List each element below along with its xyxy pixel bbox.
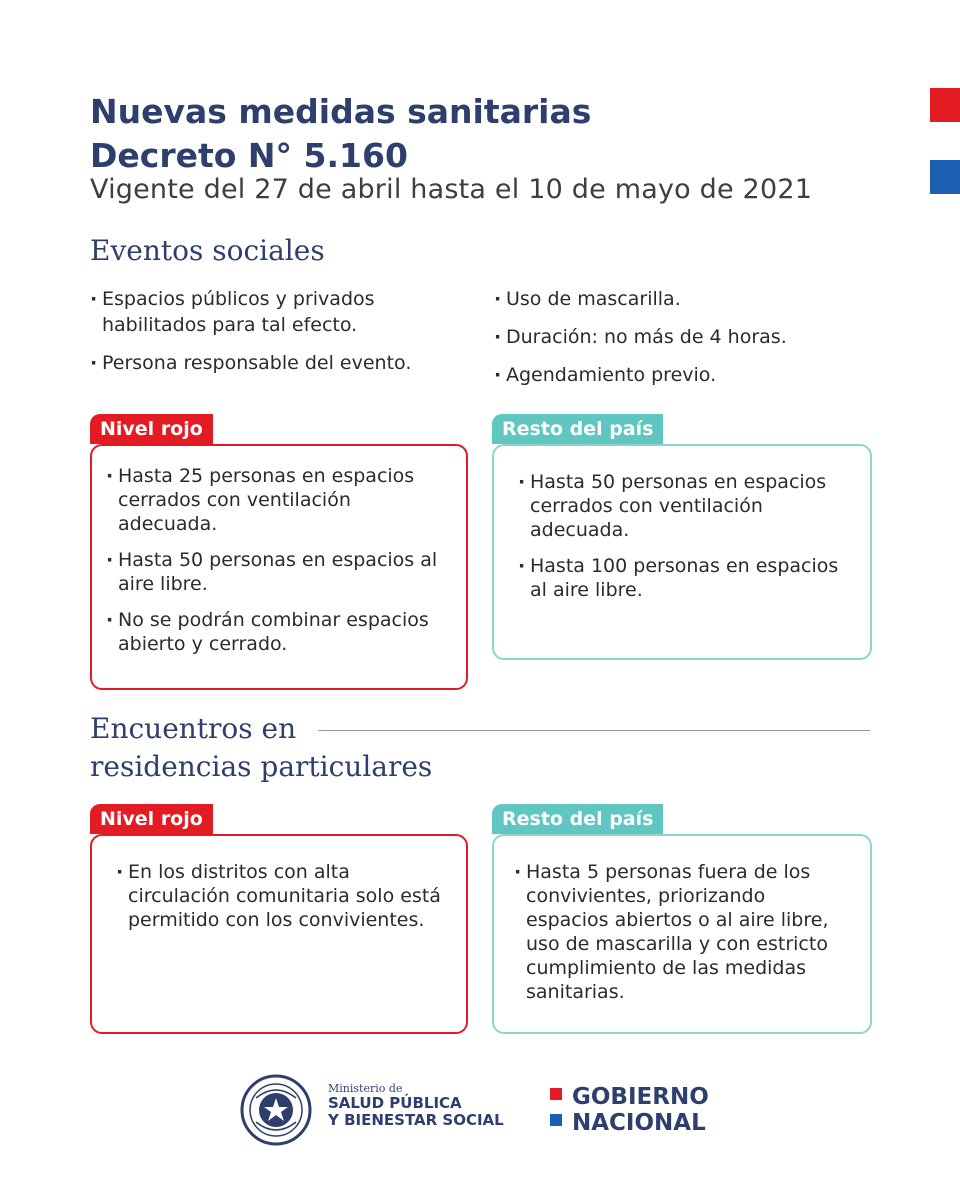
section-divider bbox=[318, 730, 870, 731]
page-title bbox=[90, 90, 591, 178]
eventos-nivel-rojo-label: Nivel rojo bbox=[90, 414, 213, 444]
encuentros-nivel-rojo-list bbox=[116, 860, 442, 932]
section-heading-encuentros bbox=[90, 710, 432, 786]
list-item: · Hasta 25 personas en espacios cerrados con ventilación adecuada. bbox=[106, 464, 446, 536]
eventos-nivel-rojo-panel bbox=[90, 444, 468, 690]
encuentros-nivel-rojo-panel bbox=[90, 834, 468, 1034]
eventos-resto-pais-label: Resto del país bbox=[492, 414, 663, 444]
encuentros-resto-pais-panel bbox=[492, 834, 872, 1034]
title-line-1: Nuevas medidas sanitarias bbox=[90, 92, 592, 131]
eventos-resto-pais-panel bbox=[492, 444, 872, 660]
gov-line-2: NACIONAL bbox=[572, 1110, 706, 1136]
eventos-left-list bbox=[90, 286, 470, 388]
list-item: · Persona responsable del evento. bbox=[90, 350, 470, 376]
eventos-resto-pais-list bbox=[518, 470, 846, 602]
title-line-2: Decreto N° 5.160 bbox=[90, 136, 408, 175]
ministry-line-2: Y BIENESTAR SOCIAL bbox=[328, 1111, 504, 1129]
gov-blue-square bbox=[550, 1114, 562, 1126]
heading-line-1: Encuentros en bbox=[90, 712, 297, 745]
list-item: · Duración: no más de 4 horas. bbox=[494, 324, 874, 350]
gov-red-square bbox=[550, 1088, 562, 1100]
list-item: · Agendamiento previo. bbox=[494, 362, 874, 388]
flag-blue-square bbox=[930, 160, 960, 194]
paraguay-seal-icon bbox=[240, 1074, 312, 1146]
encuentros-resto-pais-list bbox=[514, 860, 850, 1004]
list-item: · No se podrán combinar espacios abierto y cerrado. bbox=[106, 608, 446, 656]
encuentros-resto-pais-label: Resto del país bbox=[492, 804, 663, 834]
list-item: · Hasta 50 personas en espacios al aire libre. bbox=[106, 548, 446, 596]
page-subtitle: Vigente del 27 de abril hasta el 10 de mayo de 2021 bbox=[90, 174, 813, 205]
section-heading-eventos: Eventos sociales bbox=[90, 234, 325, 267]
ministry-small: Ministerio de bbox=[328, 1082, 403, 1095]
list-item: · En los distritos con alta circulación comunitaria solo está permitido con los convivientes. bbox=[116, 860, 442, 932]
list-item: · Espacios públicos y privados habilitados para tal efecto. bbox=[90, 286, 470, 338]
list-item: · Hasta 100 personas en espacios al aire libre. bbox=[518, 554, 846, 602]
ministry-line-1: SALUD PÚBLICA bbox=[328, 1094, 462, 1112]
eventos-nivel-rojo-list bbox=[106, 464, 446, 656]
flag-red-square bbox=[930, 88, 960, 122]
list-item: · Hasta 5 personas fuera de los convivientes, priorizando espacios abiertos o al aire libre, uso de mascarilla y con estricto cumplimiento de las medidas sanitarias. bbox=[514, 860, 850, 1004]
encuentros-nivel-rojo-label: Nivel rojo bbox=[90, 804, 213, 834]
list-item: · Hasta 50 personas en espacios cerrados con ventilación adecuada. bbox=[518, 470, 846, 542]
eventos-right-list bbox=[494, 286, 874, 400]
ministry-logo-text bbox=[328, 1082, 504, 1129]
gov-line-1: GOBIERNO bbox=[572, 1084, 709, 1110]
list-item: · Uso de mascarilla. bbox=[494, 286, 874, 312]
heading-line-2: residencias particulares bbox=[90, 750, 433, 783]
gobierno-nacional-logo bbox=[550, 1084, 709, 1136]
